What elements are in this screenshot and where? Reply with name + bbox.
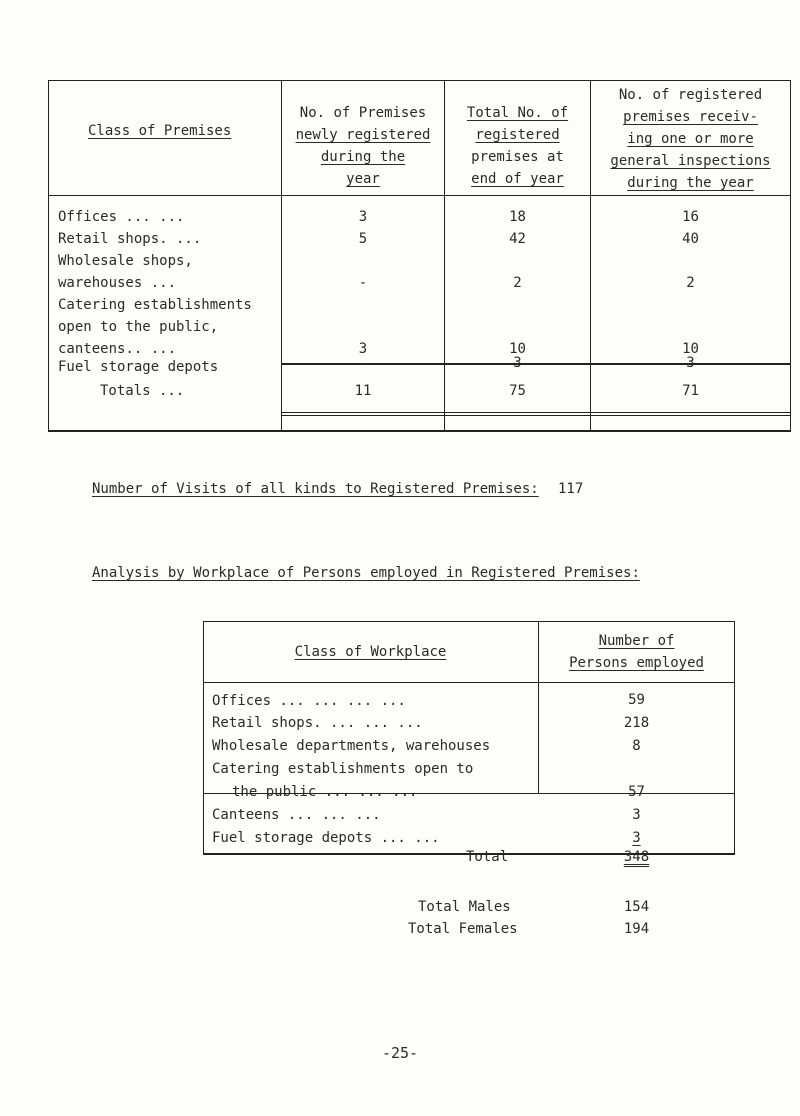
cell-total-fuel: 3 [513,355,522,371]
cell-inspected-offices: 16 [682,209,699,225]
row-label-offices: Offices ... ... [58,209,185,225]
total-females-label: Total Females [408,921,518,937]
workplace-label-retail: Retail shops. ... ... ... [212,715,423,731]
row-label-fuel: Fuel storage depots [58,359,219,375]
totals-total: 75 [509,383,526,399]
row-label-catering: canteens.. ... [58,341,177,357]
cell-newly-wholesale: - [358,275,368,291]
cell-newly-fuel: - [358,356,368,372]
row-label-wholesale: Wholesale shops, [58,253,193,269]
workplace-total-value: 348 [623,849,650,865]
cell-total-offices: 18 [509,209,526,225]
workplace-label-fuel: Fuel storage depots ... ... [212,830,440,846]
workplace-label-canteens: Canteens ... ... ... [212,807,381,823]
workplace-value-retail: 218 [623,715,650,731]
header-line: premises at [471,149,564,165]
cell-inspected-catering: 10 [682,341,699,357]
cell-inspected-retail: 40 [682,231,699,247]
cell-total-catering: 10 [509,341,526,357]
total-females-value: 194 [623,921,650,937]
row-label-catering: open to the public, [58,319,219,335]
header-class-of-premises: Class of Premises [88,123,232,139]
workplace-label-wholesale: Wholesale departments, warehouses [212,738,491,754]
workplace-value-canteens: 3 [632,807,641,823]
header-line: premises receiv- [623,109,758,125]
header-line: newly registered [295,127,431,143]
page-number: -25- [381,1044,419,1062]
header-line: No. of registered [618,87,763,103]
cell-newly-retail: 5 [358,231,368,247]
totals-newly: 11 [354,383,372,399]
header-number-employed [539,630,734,674]
header-line: year [346,171,380,187]
header-line: general inspections [610,153,771,169]
header-line: Persons employed [569,655,704,671]
cell-inspected-wholesale: 2 [686,275,695,291]
workplace-value-fuel: 3 [632,830,641,846]
header-line: end of year [471,171,564,187]
cell-newly-catering: 3 [358,341,368,357]
total-males-value: 154 [623,899,650,915]
totals-inspected: 71 [682,383,699,399]
cell-total-retail: 42 [509,231,526,247]
header-class-of-workplace: Class of Workplace [294,644,447,660]
workplace-value-catering: 57 [628,784,645,800]
row-label-catering: Catering establishments [58,297,252,313]
header-line: No. of Premises [299,105,427,121]
workplace-value-wholesale: 8 [632,738,641,754]
header-line: Total No. of [466,105,569,121]
workplace-label-catering-2: the public ... ... ... [232,784,418,800]
header-total-registered [445,102,590,190]
header-line: ing one or more [627,131,754,147]
header-newly-registered [282,102,444,190]
visits-label: Number of Visits of all kinds to Registered Premises: [92,481,539,497]
analysis-title: Analysis by Workplace of Persons employed in Registered Premises: [92,565,640,581]
header-line: during the [320,149,406,165]
cell-newly-offices: 3 [358,209,368,225]
cell-total-wholesale: 2 [513,275,522,291]
visits-value: 117 [558,481,584,497]
header-inspected [591,84,790,194]
header-line: Number of [598,633,675,649]
row-label-wholesale: warehouses ... [58,275,177,291]
workplace-label-catering: Catering establishments open to [212,761,474,777]
header-line: during the year [627,175,754,191]
workplace-value-offices: 59 [628,692,645,708]
total-males-label: Total Males [418,899,511,915]
header-line: registered [475,127,560,143]
workplace-total-label: Total [466,849,509,865]
cell-inspected-fuel: 3 [686,355,695,371]
totals-label: Totals ... [100,383,185,399]
row-label-retail: Retail shops. ... [58,231,202,247]
workplace-label-offices: Offices ... ... ... ... [212,693,406,709]
